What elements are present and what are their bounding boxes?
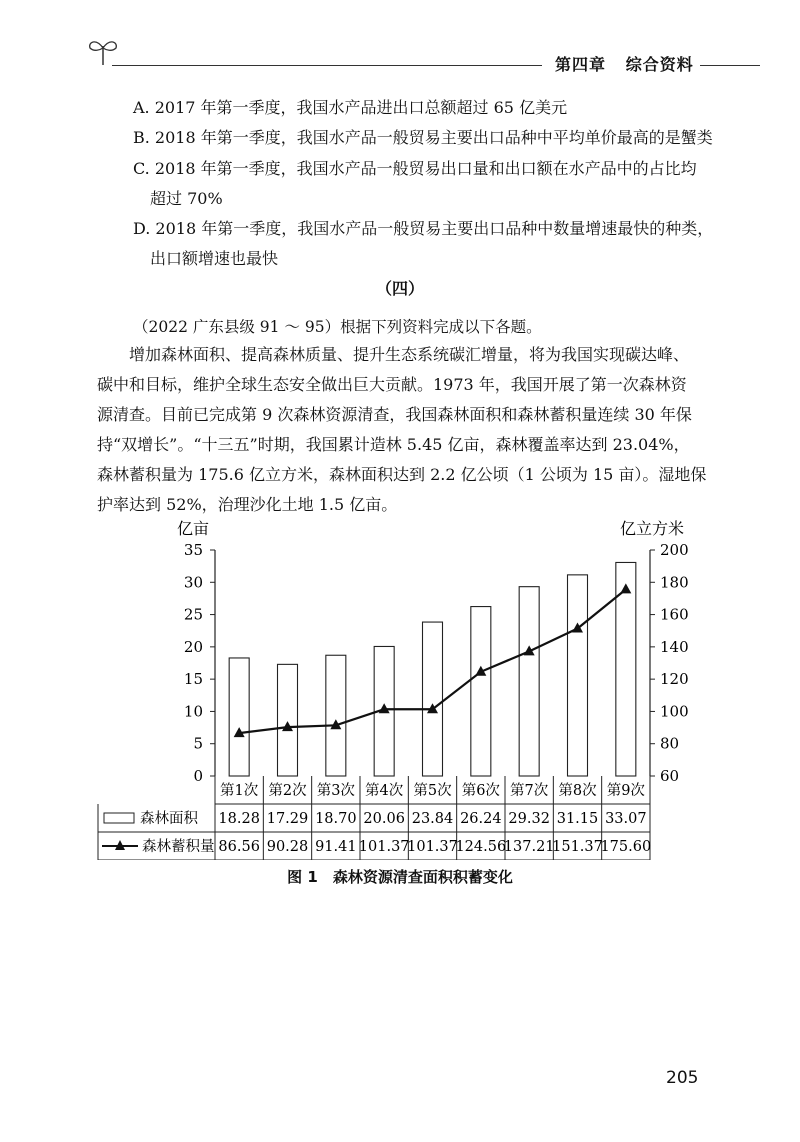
header-rule-left bbox=[112, 65, 542, 66]
left-tick-label: 10 bbox=[183, 702, 203, 721]
option-c-line2: 超过 70% bbox=[150, 189, 223, 208]
right-tick-label: 60 bbox=[660, 767, 680, 785]
left-tick-label: 25 bbox=[183, 605, 203, 624]
bar-forest-area bbox=[519, 587, 539, 776]
left-tick-label: 35 bbox=[183, 541, 203, 559]
right-axis-unit: 亿立方米 bbox=[620, 519, 685, 538]
bar-data-label: 23.84 bbox=[411, 811, 454, 827]
option-d-line1: D. 2018 年第一季度，我国水产品一般贸易主要出口品种中数量增速最快的种类， bbox=[133, 219, 714, 238]
chapter-label: 第四章 bbox=[555, 55, 607, 74]
right-tick-label: 180 bbox=[660, 573, 689, 592]
section-label: 综合资料 bbox=[625, 55, 694, 74]
left-tick-label: 15 bbox=[183, 670, 203, 689]
section-title: （四） bbox=[375, 279, 424, 298]
paragraph-line: 持“双增长”。“十三五”时期，我国累计造林 5.45 亿亩，森林覆盖率达到 23.04%， bbox=[97, 435, 690, 454]
option-b: B. 2018 年第一季度，我国水产品一般贸易主要出口品种中平均单价最高的是蟹类 bbox=[133, 128, 713, 147]
line-data-label: 151.37 bbox=[552, 839, 603, 855]
line-data-label: 91.41 bbox=[315, 839, 357, 855]
bar-forest-area bbox=[471, 607, 491, 776]
line-data-label: 124.56 bbox=[455, 839, 507, 855]
left-tick-label: 0 bbox=[193, 767, 203, 785]
bar-data-label: 18.28 bbox=[218, 811, 260, 827]
category-label: 第2次 bbox=[268, 783, 307, 799]
paragraph-line: 森林蓄积量为 175.6 亿立方米，森林面积达到 2.2 亿公顷（1 公顷为 15 亩）。湿地保 bbox=[97, 465, 707, 484]
bar-forest-area bbox=[326, 655, 346, 776]
category-label: 第1次 bbox=[220, 783, 259, 799]
option-c-line1: C. 2018 年第一季度，我国水产品一般贸易出口量和出口额在水产品中的占比均 bbox=[133, 159, 697, 178]
category-label: 第7次 bbox=[510, 783, 549, 799]
bar-forest-area bbox=[278, 664, 298, 776]
left-tick-label: 30 bbox=[183, 573, 203, 592]
legend-bar-key bbox=[104, 813, 134, 823]
line-data-label: 101.37 bbox=[358, 839, 410, 855]
header-rule-right bbox=[700, 65, 760, 66]
question-source: （2022 广东县级 91 ～ 95）根据下列资料完成以下各题。 bbox=[133, 318, 542, 336]
category-label: 第6次 bbox=[461, 783, 500, 799]
right-tick-label: 120 bbox=[660, 670, 689, 689]
category-label: 第5次 bbox=[413, 783, 452, 799]
paragraph-line: 碳中和目标，维护全球生态安全做出巨大贡献。1973 年，我国开展了第一次森林资 bbox=[97, 375, 687, 394]
sprout-logo-icon bbox=[86, 36, 120, 66]
forest-chart bbox=[0, 510, 800, 860]
bar-data-label: 20.06 bbox=[363, 811, 405, 827]
option-d-line2: 出口额增速也最快 bbox=[150, 249, 279, 268]
bar-data-label: 17.29 bbox=[266, 811, 309, 827]
category-label: 第4次 bbox=[365, 783, 404, 799]
right-tick-label: 100 bbox=[660, 702, 689, 721]
right-tick-label: 140 bbox=[660, 637, 689, 656]
paragraph-line: 护率达到 52%，治理沙化土地 1.5 亿亩。 bbox=[97, 495, 398, 514]
legend-bar-label: 森林面积 bbox=[140, 811, 198, 827]
right-tick-label: 200 bbox=[660, 541, 689, 559]
category-label: 第3次 bbox=[316, 783, 355, 799]
bar-forest-area bbox=[423, 622, 443, 776]
line-data-label: 90.28 bbox=[266, 839, 309, 855]
bar-data-label: 26.24 bbox=[460, 811, 502, 827]
bar-data-label: 31.15 bbox=[556, 811, 599, 827]
left-tick-label: 20 bbox=[183, 637, 203, 656]
line-data-label: 101.37 bbox=[407, 839, 458, 855]
bar-data-label: 29.32 bbox=[508, 811, 550, 827]
line-data-label: 137.21 bbox=[503, 839, 555, 855]
category-label: 第9次 bbox=[606, 783, 645, 799]
category-label: 第8次 bbox=[558, 783, 597, 799]
line-data-label: 175.60 bbox=[600, 839, 652, 855]
right-tick-label: 160 bbox=[660, 605, 689, 624]
paragraph-line: 源清查。目前已完成第 9 次森林资源清查，我国森林面积和森林蓄积量连续 30 年保 bbox=[97, 405, 692, 424]
page-number: 205 bbox=[666, 1068, 699, 1088]
left-axis-unit: 亿亩 bbox=[177, 519, 210, 538]
bar-forest-area bbox=[568, 575, 588, 776]
left-tick-label: 5 bbox=[193, 734, 203, 753]
bar-data-label: 33.07 bbox=[605, 811, 647, 827]
figure-caption: 图 1 森林资源清查面积积蓄变化 bbox=[287, 868, 513, 886]
option-a: A. 2017 年第一季度，我国水产品进出口总额超过 65 亿美元 bbox=[133, 98, 568, 117]
paragraph-line: 增加森林面积、提高森林质量、提升生态系统碳汇增量，将为我国实现碳达峰、 bbox=[97, 345, 690, 364]
bar-data-label: 18.70 bbox=[315, 811, 357, 827]
right-tick-label: 80 bbox=[660, 734, 680, 753]
bar-forest-area bbox=[229, 658, 249, 776]
line-data-label: 86.56 bbox=[218, 839, 260, 855]
running-header bbox=[555, 52, 694, 75]
legend-line-label: 森林蓄积量 bbox=[142, 839, 215, 855]
